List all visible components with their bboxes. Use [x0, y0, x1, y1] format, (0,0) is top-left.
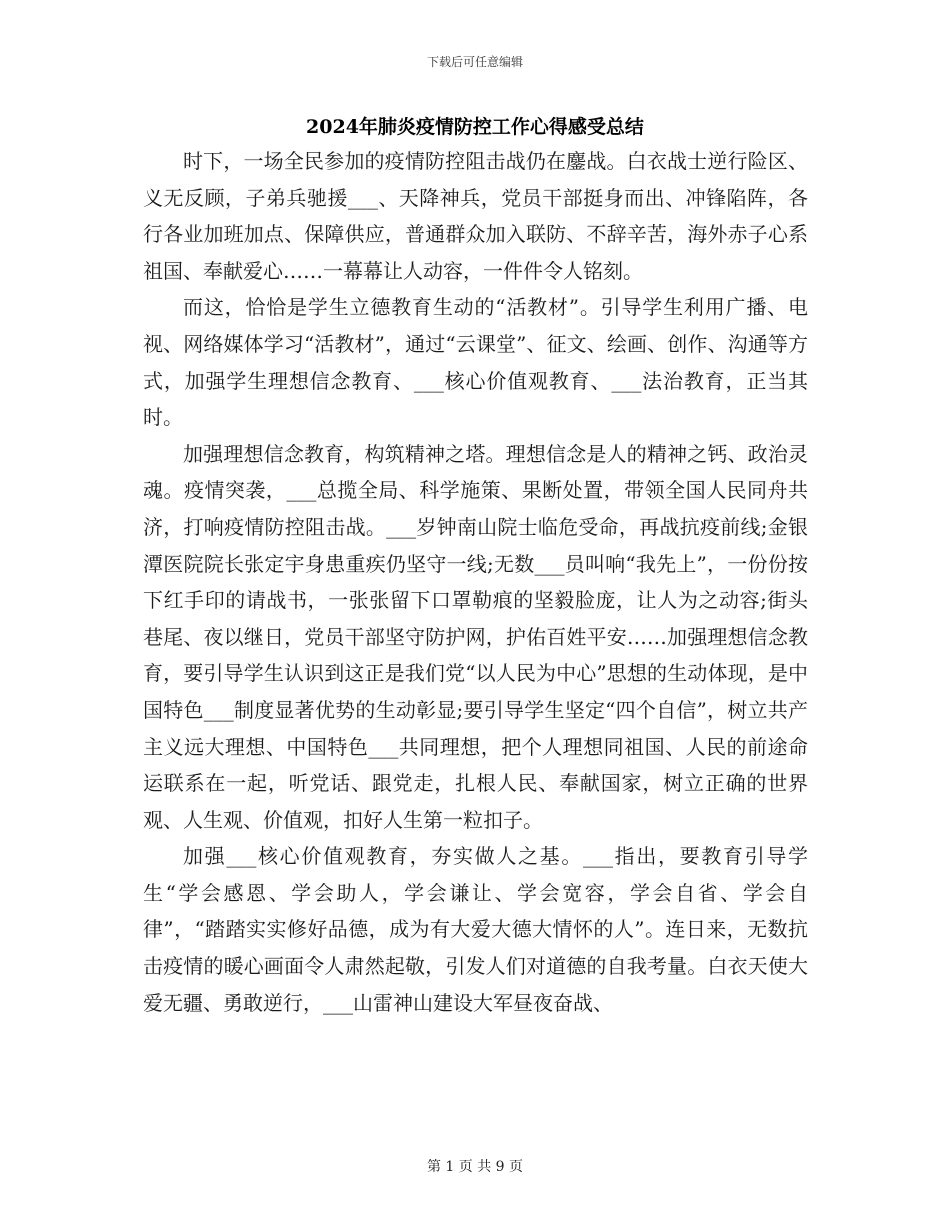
paragraph-2: 而这，恰恰是学生立德教育生动的“活教材”。引导学生利用广播、电视、网络媒体学习“活教材”，通过“云课堂”、征文、绘画、创作、沟通等方式，加强学生理想信念教育、___核心价值观教育、___法治教育，正当其时。	[143, 295, 808, 430]
paragraph-1: 时下，一场全民参加的疫情防控阻击战仍在鏖战。白衣战士逆行险区、义无反顾，子弟兵驰援___、天降神兵，党员干部挺身而出、冲锋陷阵，各行各业加班加点、保障供应，普通群众加入联防、不辞辛苦，海外赤子心系祖国、奉献爱心……一幕幕让人动容，一件件令人铭刻。	[143, 149, 808, 283]
paragraph-3: 加强理想信念教育，构筑精神之塔。理想信念是人的精神之钙、政治灵魂。疫情突袭，___总揽全局、科学施策、果断处置，带领全国人民同舟共济，打响疫情防控阻击战。___岁钟南山院士临危受命，再战抗疫前线;金银潭医院院长张定宇身患重疾仍坚守一线;无数___员叫响“我先上”，一份份按下红手印的请战书，一张张留下口罩勒痕的坚毅脸庞，让人为之动容;街头巷尾、夜以继日，党员干部坚守防护网，护佑百姓平安……加强理想信念教育，要引导学生认识到这正是我们党“以人民为中心”思想的生动体现，是中国特色___制度显著优势的生动彰显;要引导学生坚定“四个自信”，树立共产主义远大理想、中国特色___共同理想，把个人理想同祖国、人民的前途命运联系在一起，听党话、跟党走，扎根人民、奉献国家，树立正确的世界观、人生观、价值观，扣好人生第一粒扣子。	[143, 441, 808, 832]
page-number-footer: 第 1 页 共 9 页	[426, 1159, 524, 1175]
document-body	[143, 143, 808, 1021]
paragraph-4: 加强___核心价值观教育，夯实做人之基。___指出，要教育引导学生“学会感恩、学会助人，学会谦让、学会宽容，学会自省、学会自律”，“踏踏实实修好品德，成为有大爱大德大情怀的人”。连日来，无数抗击疫情的暖心画面令人肃然起敬，引发人们对道德的自我考量。白衣天使大爱无疆、勇敢逆行，___山雷神山建设大军昼夜奋战、	[143, 844, 808, 1015]
page-header-note: 下载后可任意编辑	[426, 55, 523, 69]
document-title: 2024年肺炎疫情防控工作心得感受总结	[306, 116, 644, 138]
